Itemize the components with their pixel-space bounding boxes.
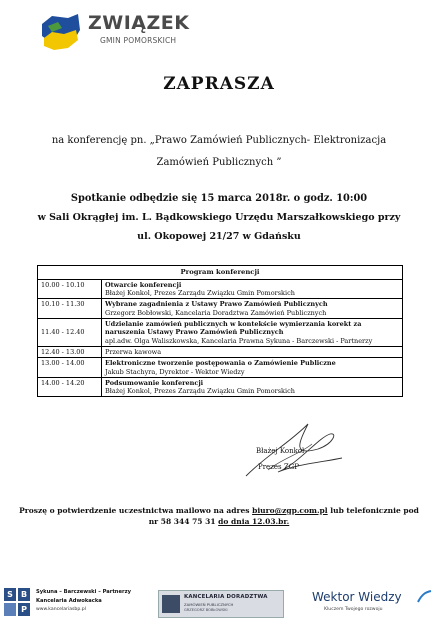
confirmation-prefix: Proszę o potwierdzenie uczestnictwa mailowo na adres <box>19 506 253 515</box>
building-icon <box>162 595 180 613</box>
meeting-date: Spotkanie odbędzie się 15 marca 2018r. o godz. 10:00 <box>70 193 368 204</box>
sbp-letter: B <box>18 588 30 601</box>
wektor-tagline: Kluczem Twojego rozwoju <box>324 607 383 612</box>
meeting-address: ul. Okopowej 21/27 w Gdańsku <box>137 231 301 242</box>
kdzp-owner: GRZEGORZ BOBŁOWSKI <box>184 608 228 612</box>
program-entry <box>102 346 403 357</box>
program-row <box>38 358 403 378</box>
program-time: 13.00 - 14.00 <box>38 358 102 378</box>
program-row <box>38 279 403 299</box>
signature-name: Błażej Konkol <box>256 447 305 455</box>
confirmation-suffix: lub telefonicznie pod <box>327 506 419 515</box>
program-entry <box>102 299 403 319</box>
program-entry <box>102 377 403 397</box>
program-speaker: Błażej Konkol, Prezes Zarządu Związku Gmin Pomorskich <box>105 387 295 396</box>
sbp-name: Sykuna – Barczewski – Partnerzy <box>36 589 131 595</box>
kdzp-logo <box>158 590 284 618</box>
program-time: 14.00 - 14.20 <box>38 377 102 397</box>
sbp-letter: S <box>4 588 16 601</box>
program-entry <box>102 318 403 346</box>
program-topic: Udzielanie zamówień publicznych w kontekście wymierzania korekt za naruszenia Ustawy Prawo Zamówień Publicznych <box>105 319 362 337</box>
program-speaker: Błażej Konkol, Prezes Zarządu Związku Gmin Pomorskich <box>105 289 295 297</box>
confirmation-line-1 <box>0 506 438 515</box>
kdzp-name: KANCELARIA DORADZTWA <box>184 594 268 600</box>
logo-subtitle: GMIN POMORSKICH <box>100 36 177 45</box>
program-table <box>37 265 403 397</box>
program-entry <box>102 279 403 299</box>
page-title: ZAPRASZA <box>163 74 275 94</box>
confirmation-line-2 <box>0 517 438 526</box>
program-break: Przerwa kawowa <box>105 347 162 356</box>
zgp-logo <box>38 10 188 56</box>
program-time: 10.10 - 11.30 <box>38 299 102 319</box>
program-speaker: Jakub Stachyra, Dyrektor - Wektor Wiedzy <box>105 367 245 376</box>
phone-number: nr 58 344 75 31 <box>148 517 219 526</box>
meeting-venue: w Sali Okrągłej im. L. Bądkowskiego Urzędu Marszałkowskiego przy <box>37 212 401 223</box>
sbp-mark-icon <box>4 588 32 618</box>
program-speaker: Grzegorz Bobłowski, Kancelaria Doradztwa Zamówień Publicznych <box>105 308 327 317</box>
program-time: 12.40 - 13.00 <box>38 346 102 357</box>
program-topic: Wybrane zagadnienia z Ustawy Prawo Zamówień Publicznych <box>105 300 328 309</box>
deadline: do dnia 12.03.br. <box>218 517 290 526</box>
program-topic: Elektroniczne tworzenie postępowania o Zamówienie Publiczne <box>105 359 336 368</box>
program-time: 11.40 - 12.40 <box>38 318 102 346</box>
swoosh-icon <box>416 590 432 606</box>
program-heading: Program konferencji <box>38 266 403 280</box>
sbp-website: www.kancelariasbp.pl <box>36 607 86 612</box>
program-speaker: apl.adw. Olga Waliszkowska, Kancelaria Prawna Sykuna - Barczewski - Partnerzy <box>105 336 373 345</box>
sbp-type: Kancelaria Adwokacka <box>36 598 102 604</box>
wektor-wiedzy-logo <box>312 590 436 618</box>
pomerania-map-icon <box>38 10 82 54</box>
program-entry <box>102 358 403 378</box>
logo-title: ZWIĄZEK <box>88 12 190 34</box>
invitation-line-2: Zamówień Publicznych ” <box>156 157 282 168</box>
sbp-block <box>4 603 16 616</box>
program-time: 10.00 - 10.10 <box>38 279 102 299</box>
signature-role: Prezes ZGP <box>258 463 300 471</box>
invitation-line-1: na konferencję pn. „Prawo Zamówień Publicznych- Elektronizacja <box>51 135 387 146</box>
program-row <box>38 299 403 319</box>
email-link[interactable]: biuro@zgp.com.pl <box>252 506 328 515</box>
program-row <box>38 346 403 357</box>
kdzp-subtitle: ZAMÓWIEŃ PUBLICZNYCH <box>184 602 234 607</box>
sbp-letter: P <box>18 603 30 616</box>
program-topic: Podsumowanie konferencji <box>105 378 204 387</box>
sbp-logo <box>4 588 144 620</box>
program-row <box>38 377 403 397</box>
program-topic: Otwarcie konferencji <box>105 280 182 289</box>
program-row <box>38 318 403 346</box>
wektor-name: Wektor Wiedzy <box>312 590 402 604</box>
